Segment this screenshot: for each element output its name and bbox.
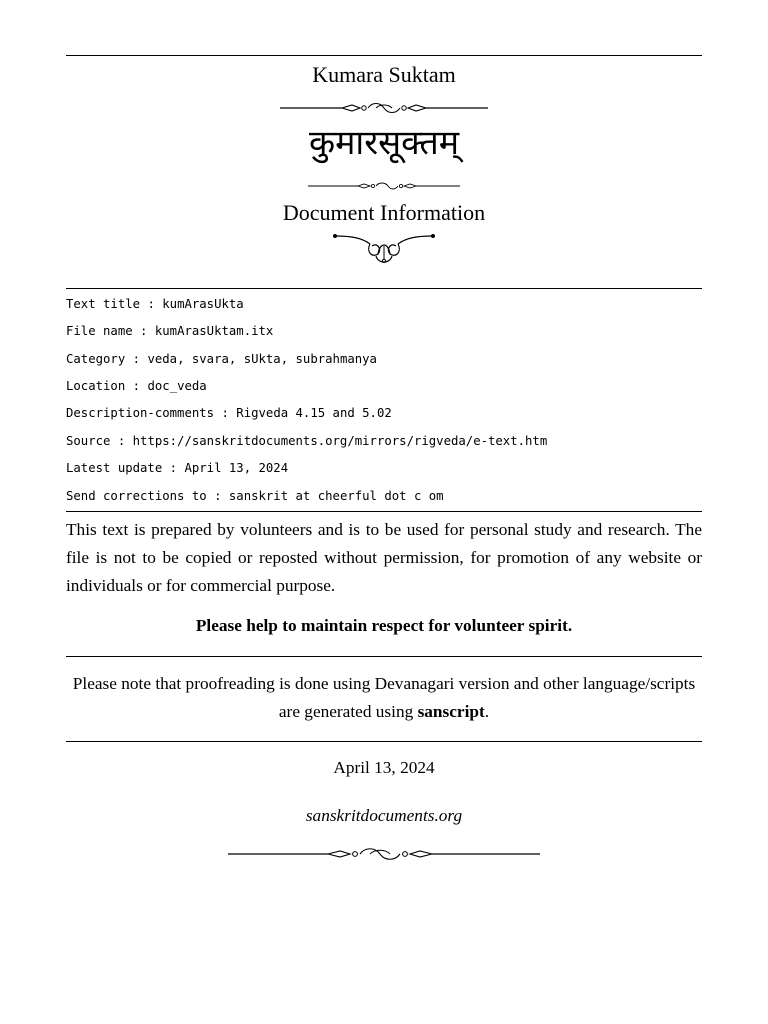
proofreading-note: Please note that proofreading is done using Devanagari version and other language/scripts are generated using sanscript. bbox=[72, 674, 696, 721]
footer-site: sanskritdocuments.org bbox=[305, 806, 463, 825]
info-source: Source : https://sanskritdocuments.org/mirrors/rigveda/e-text.htm bbox=[66, 434, 548, 448]
title-english: Kumara Suktam bbox=[312, 62, 456, 87]
info-text-title: Text title : kumArasUkta bbox=[66, 297, 244, 311]
info-location: Location : doc_veda bbox=[66, 379, 207, 393]
footer-ornament-icon bbox=[228, 845, 540, 863]
title-devanagari: कुमारसूक्तम् bbox=[308, 123, 460, 163]
section-heading: Document Information bbox=[282, 200, 486, 225]
info-latest-update: Latest update : April 13, 2024 bbox=[66, 461, 289, 475]
notice-rule bbox=[66, 656, 702, 657]
ornament-divider-icon bbox=[280, 100, 488, 116]
usage-notice-paragraph: This text is prepared by volunteers and is to be used for personal study and research. The file is not to be copied or reposted without permission, for promotion of any website or individuals or for commercial purpose. bbox=[66, 520, 702, 595]
sanscript-label: sanscript bbox=[417, 702, 485, 721]
top-rule bbox=[66, 55, 702, 56]
info-corrections: Send corrections to : sanskrit at cheerful dot c om bbox=[66, 489, 444, 503]
ornament-divider-small-icon bbox=[308, 180, 460, 192]
flourish-ornament-icon bbox=[332, 228, 436, 266]
respect-notice: Please help to maintain respect for volunteer spirit. bbox=[195, 616, 573, 635]
info-file-name: File name : kumArasUktam.itx bbox=[66, 324, 274, 338]
info-description: Description-comments : Rigveda 4.15 and 5.02 bbox=[66, 406, 392, 420]
note-rule bbox=[66, 741, 702, 742]
info-category: Category : veda, svara, sUkta, subrahmanya bbox=[66, 352, 377, 366]
footer-date: April 13, 2024 bbox=[333, 758, 435, 777]
info-top-rule bbox=[66, 288, 702, 289]
info-bottom-rule bbox=[66, 511, 702, 512]
